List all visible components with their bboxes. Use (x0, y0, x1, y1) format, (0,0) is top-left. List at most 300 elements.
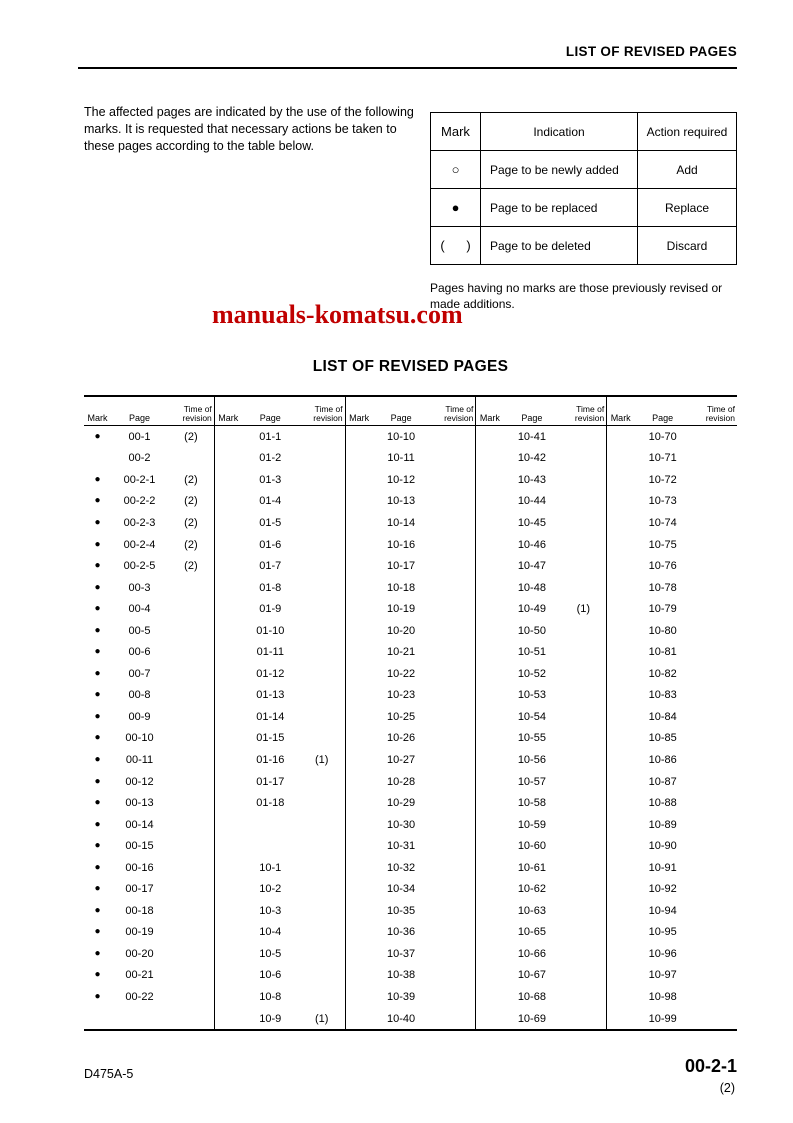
revised-page-row (607, 685, 737, 707)
page-number: 00-2 (128, 452, 151, 465)
revised-page-row (215, 598, 345, 620)
revised-page-row (215, 749, 345, 771)
revised-page-row (84, 922, 214, 944)
revised-page-row (476, 577, 606, 599)
revised-page-row (84, 555, 214, 577)
page-number: 10-86 (648, 753, 677, 766)
mark-action: Discard (666, 238, 708, 253)
page-number: 01-18 (256, 797, 285, 810)
page-number: 01-12 (256, 667, 285, 680)
header-time-of-revision: Time of revision (705, 403, 735, 423)
page-number: 00-4 (128, 603, 151, 616)
revision-mark: ● (94, 495, 101, 507)
page-number: 01-6 (259, 538, 282, 551)
revised-page-row (346, 663, 476, 685)
footer-model: D475A-5 (84, 1067, 134, 1081)
revised-page-row (84, 685, 214, 707)
revised-page-row (476, 534, 606, 556)
revised-page-row (84, 835, 214, 857)
revision-mark: ● (94, 646, 101, 658)
revised-page-row (476, 986, 606, 1008)
header-mark: Mark (87, 413, 108, 423)
page-number: 10-54 (517, 710, 546, 723)
page-number: 01-1 (259, 430, 282, 443)
page-number: 10-34 (387, 883, 416, 896)
watermark-text: manuals-komatsu.com (212, 300, 463, 329)
revised-page-row (607, 922, 737, 944)
revised-page-row (84, 814, 214, 836)
header-mark: Mark (218, 413, 239, 423)
revised-page-row (84, 728, 214, 750)
revised-page-row (346, 835, 476, 857)
revised-page-row (346, 857, 476, 879)
page-number: 10-47 (517, 560, 546, 573)
page-number: 10-32 (387, 861, 416, 874)
mark-action: Add (676, 162, 698, 177)
revision-mark: ● (94, 818, 101, 830)
revised-page-row (84, 534, 214, 556)
revised-page-row (215, 943, 345, 965)
header-time-of-revision: Time of revision (444, 403, 474, 423)
time-of-revision: (1) (576, 603, 591, 616)
page-number: 10-51 (517, 646, 546, 659)
page-number: 10-29 (387, 797, 416, 810)
page-number: 10-80 (648, 624, 677, 637)
page-number: 10-69 (517, 1012, 546, 1025)
revised-page-row (215, 491, 345, 513)
header-page: Page (259, 413, 281, 423)
page-number: 10-68 (517, 990, 546, 1003)
revised-page-row (346, 900, 476, 922)
page-number: 10-28 (387, 775, 416, 788)
revised-page-row (607, 728, 737, 750)
page-number: 10-52 (517, 667, 546, 680)
page-number: 00-7 (128, 667, 151, 680)
page-number: 00-21 (125, 969, 154, 982)
revision-mark: ● (94, 603, 101, 615)
page-number: 10-94 (648, 904, 677, 917)
page-number: 10-35 (387, 904, 416, 917)
revision-mark: ● (94, 516, 101, 528)
page-number: 10-65 (517, 926, 546, 939)
page-number: 00-19 (125, 926, 154, 939)
page-number: 10-62 (517, 883, 546, 896)
revised-page-row (215, 641, 345, 663)
revised-page-row (607, 491, 737, 513)
page-number: 10-23 (387, 689, 416, 702)
page-number: 10-6 (259, 969, 282, 982)
revised-page-row (346, 706, 476, 728)
page-number: 00-3 (128, 581, 151, 594)
page-number: 10-36 (387, 926, 416, 939)
page-number: 10-75 (648, 538, 677, 551)
page-number: 10-98 (648, 990, 677, 1003)
revised-page-row (607, 577, 737, 599)
revision-mark: ● (94, 581, 101, 593)
page-number: 10-50 (517, 624, 546, 637)
revision-mark: ● (94, 732, 101, 744)
page-number: 10-45 (517, 516, 546, 529)
revised-table-group-header (607, 397, 737, 426)
header-rule (78, 67, 737, 69)
page-number: 10-31 (387, 840, 416, 853)
revised-table-group (84, 397, 214, 1029)
revised-page-row (607, 534, 737, 556)
revised-page-row (84, 965, 214, 987)
page-number: 10-40 (387, 1012, 416, 1025)
revised-page-row (346, 728, 476, 750)
page-number: 00-9 (128, 710, 151, 723)
revised-page-row (215, 685, 345, 707)
revised-page-row (215, 986, 345, 1008)
page-number: 10-25 (387, 710, 416, 723)
revised-page-row (607, 706, 737, 728)
revised-page-row (84, 598, 214, 620)
revised-page-row (84, 641, 214, 663)
page-number: 10-49 (517, 603, 546, 616)
revised-page-row (346, 878, 476, 900)
revised-page-row (607, 900, 737, 922)
page-number: 10-17 (387, 560, 416, 573)
page-number: 10-85 (648, 732, 677, 745)
revision-mark: ● (94, 430, 101, 442)
revised-page-row (346, 426, 476, 448)
revision-mark: ● (94, 689, 101, 701)
revised-page-row (84, 749, 214, 771)
revised-page-row (346, 749, 476, 771)
header-page: Page (521, 413, 543, 423)
page-number: 10-4 (259, 926, 282, 939)
page-number: 00-10 (125, 732, 154, 745)
revised-page-row (607, 792, 737, 814)
page-number: 00-6 (128, 646, 151, 659)
page-number: 10-2 (259, 883, 282, 896)
revised-page-row (476, 641, 606, 663)
revised-page-row (607, 555, 737, 577)
page-number: 00-16 (125, 861, 154, 874)
revised-page-row (215, 1008, 345, 1030)
revised-page-row (346, 1008, 476, 1030)
marks-header-mark: Mark (431, 113, 481, 150)
revised-page-row (215, 469, 345, 491)
revised-page-row (84, 491, 214, 513)
page-number: 00-14 (125, 818, 154, 831)
revised-page-row (215, 620, 345, 642)
page-number: 10-44 (517, 495, 546, 508)
header-time-of-revision: Time of revision (182, 403, 212, 423)
running-header-title: LIST OF REVISED PAGES (565, 44, 737, 59)
revised-page-row (607, 943, 737, 965)
page-number: 01-9 (259, 603, 282, 616)
revised-page-row (215, 878, 345, 900)
revised-page-row (346, 922, 476, 944)
mark-action: Replace (664, 200, 710, 215)
page-number: 01-15 (256, 732, 285, 745)
time-of-revision: (2) (184, 516, 198, 529)
revised-page-row (476, 728, 606, 750)
page-number: 00-17 (125, 883, 154, 896)
revised-page-row (476, 900, 606, 922)
revised-page-row (84, 620, 214, 642)
revised-page-row (215, 512, 345, 534)
page-number: 10-55 (517, 732, 546, 745)
running-header (78, 44, 737, 59)
revision-mark: ● (94, 797, 101, 809)
page-number: 00-2-4 (123, 538, 156, 551)
revised-page-row (346, 792, 476, 814)
page-number: 00-1 (128, 430, 151, 443)
revised-page-row (215, 663, 345, 685)
page-number: 10-89 (648, 818, 677, 831)
revision-mark: ● (94, 969, 101, 981)
page-number: 10-97 (648, 969, 677, 982)
revision-mark: ● (94, 753, 101, 765)
revised-page-row (607, 771, 737, 793)
page-number: 10-72 (648, 473, 677, 486)
revision-mark: ● (94, 861, 101, 873)
revised-page-row (215, 814, 345, 836)
header-time-of-revision: Time of revision (313, 403, 343, 423)
revision-mark: ● (94, 904, 101, 916)
page-number: 10-79 (648, 603, 677, 616)
page-number: 01-3 (259, 473, 282, 486)
revised-page-row (215, 792, 345, 814)
revised-page-row (215, 857, 345, 879)
mark-indication: Page to be deleted (481, 227, 638, 264)
revised-page-row (476, 491, 606, 513)
page-number: 10-42 (517, 452, 546, 465)
revision-mark: ● (94, 667, 101, 679)
mark-symbol: ● (431, 189, 481, 226)
revised-page-row (84, 426, 214, 448)
revised-page-row (476, 663, 606, 685)
page-number: 10-71 (648, 452, 677, 465)
revised-page-row (476, 620, 606, 642)
revised-page-row (84, 663, 214, 685)
revised-page-row (346, 814, 476, 836)
revised-table-group (606, 397, 737, 1029)
revised-page-row (346, 771, 476, 793)
marks-legend-table (430, 112, 737, 265)
header-mark: Mark (349, 413, 370, 423)
page-number: 01-16 (256, 753, 285, 766)
revised-page-row (84, 469, 214, 491)
header-page: Page (390, 413, 412, 423)
revised-page-row (84, 943, 214, 965)
page-number: 00-12 (125, 775, 154, 788)
page-number: 10-37 (387, 947, 416, 960)
revised-table-group-header (476, 397, 606, 426)
revised-page-row (476, 598, 606, 620)
page-number: 10-26 (387, 732, 416, 745)
revised-page-row (476, 555, 606, 577)
revised-table-group-header (346, 397, 476, 426)
page-number: 00-5 (128, 624, 151, 637)
revised-page-row (215, 426, 345, 448)
page-number: 10-41 (517, 430, 546, 443)
marks-table-row (431, 226, 736, 264)
revised-page-row (607, 598, 737, 620)
revised-page-row (607, 857, 737, 879)
revised-page-row (346, 685, 476, 707)
page-number: 01-2 (259, 452, 282, 465)
footer-page-number: 00-2-1 (684, 1056, 737, 1076)
revised-page-row (476, 814, 606, 836)
page-number: 01-13 (256, 689, 285, 702)
page-number: 10-96 (648, 947, 677, 960)
page-number: 10-67 (517, 969, 546, 982)
page-number: 10-30 (387, 818, 416, 831)
page-number: 00-11 (125, 753, 154, 766)
page-number: 00-20 (125, 947, 154, 960)
page-number: 10-60 (517, 840, 546, 853)
revised-page-row (607, 835, 737, 857)
revised-page-row (476, 857, 606, 879)
page-number: 10-76 (648, 560, 677, 573)
revised-page-row (346, 555, 476, 577)
revision-mark: ● (94, 560, 101, 572)
page-number: 10-22 (387, 667, 416, 680)
page-number: 10-84 (648, 710, 677, 723)
revised-page-row (607, 641, 737, 663)
page-number: 10-18 (387, 581, 416, 594)
page-number: 01-11 (256, 646, 284, 659)
page-number: 10-5 (259, 947, 282, 960)
revised-page-row (84, 706, 214, 728)
revised-page-row (476, 448, 606, 470)
revised-page-row (346, 965, 476, 987)
page-number: 01-7 (259, 560, 282, 573)
page-number: 10-11 (387, 452, 415, 465)
page-number: 10-59 (517, 818, 546, 831)
page-number: 00-2-1 (123, 473, 156, 486)
revised-page-row (476, 685, 606, 707)
revised-page-row (215, 965, 345, 987)
revision-mark: ● (94, 883, 101, 895)
page-number: 10-70 (648, 430, 677, 443)
page-number: 10-46 (517, 538, 546, 551)
revised-page-row (84, 857, 214, 879)
page-number: 10-21 (387, 646, 416, 659)
revision-mark: ● (94, 990, 101, 1002)
revised-page-row (346, 620, 476, 642)
revised-page-row (84, 512, 214, 534)
revised-page-row (215, 728, 345, 750)
page-number: 00-18 (125, 904, 154, 917)
footer-page-revision: (2) (719, 1081, 735, 1095)
time-of-revision: (1) (314, 1012, 329, 1025)
page-number: 10-48 (517, 581, 546, 594)
revised-page-row (607, 469, 737, 491)
page-number: 10-74 (648, 516, 677, 529)
revision-mark: ● (94, 624, 101, 636)
revised-page-row (607, 448, 737, 470)
page-number: 00-2-5 (123, 560, 156, 573)
page-number: 10-19 (387, 603, 416, 616)
time-of-revision: (2) (184, 538, 198, 551)
page-number: 00-2-2 (123, 495, 156, 508)
revised-page-row (607, 965, 737, 987)
page-number: 10-39 (387, 990, 416, 1003)
revised-table-group-header (84, 397, 214, 426)
revised-page-row (84, 448, 214, 470)
page-number: 10-10 (387, 430, 416, 443)
revised-page-row (84, 792, 214, 814)
page-number: 10-82 (648, 667, 677, 680)
page-number: 01-5 (259, 516, 282, 529)
revised-page-row (476, 1008, 606, 1030)
time-of-revision: (2) (184, 495, 198, 508)
page-number: 10-1 (259, 861, 282, 874)
revision-mark: ● (94, 710, 101, 722)
page-number: 10-27 (387, 753, 416, 766)
page-number: 10-81 (648, 646, 677, 659)
page-number: 10-83 (648, 689, 677, 702)
page-number: 10-63 (517, 904, 546, 917)
revised-page-row (346, 577, 476, 599)
page-number: 10-38 (387, 969, 416, 982)
revised-page-row (607, 1008, 737, 1030)
revised-page-row (346, 491, 476, 513)
page-number: 10-16 (387, 538, 416, 551)
revised-page-row (215, 555, 345, 577)
revised-page-row (476, 512, 606, 534)
page-number: 10-57 (517, 775, 546, 788)
page-number: 10-58 (517, 797, 546, 810)
revised-page-row (607, 620, 737, 642)
revised-page-row (215, 835, 345, 857)
revised-page-row (476, 469, 606, 491)
revision-mark: ● (94, 840, 101, 852)
revised-table-group (345, 397, 476, 1029)
revised-page-row (476, 922, 606, 944)
page-number: 10-9 (259, 1012, 282, 1025)
marks-note: Pages having no marks are those previously revised or made additions. (430, 281, 723, 311)
revised-table-group (214, 397, 345, 1029)
revised-page-row (476, 965, 606, 987)
mark-symbol: ○ (431, 151, 481, 188)
page-number: 10-8 (259, 990, 282, 1003)
revised-page-row (607, 986, 737, 1008)
page-number: 10-13 (387, 495, 416, 508)
header-time-of-revision: Time of revision (574, 403, 605, 423)
page-number: 01-4 (259, 495, 282, 508)
marks-table-body (431, 150, 736, 264)
time-of-revision: (2) (184, 560, 198, 573)
revised-page-row (476, 771, 606, 793)
mark-symbol: ( ) (431, 227, 481, 264)
page-number: 10-95 (648, 926, 677, 939)
time-of-revision: (2) (184, 473, 198, 486)
revised-page-row (215, 900, 345, 922)
header-mark: Mark (479, 413, 500, 423)
revised-page-row (607, 878, 737, 900)
marks-header-indication: Indication (481, 113, 638, 150)
revised-page-row (476, 749, 606, 771)
page-number: 10-92 (648, 883, 677, 896)
page-number: 10-14 (387, 516, 416, 529)
page-number: 01-17 (256, 775, 285, 788)
mark-indication: Page to be replaced (481, 189, 638, 226)
marks-table-row (431, 188, 736, 226)
header-page: Page (128, 413, 151, 423)
revision-mark: ● (94, 947, 101, 959)
page-number: 10-73 (648, 495, 677, 508)
revised-page-row (476, 878, 606, 900)
revised-page-row (607, 512, 737, 534)
revised-page-row (476, 835, 606, 857)
page-number: 10-20 (387, 624, 416, 637)
